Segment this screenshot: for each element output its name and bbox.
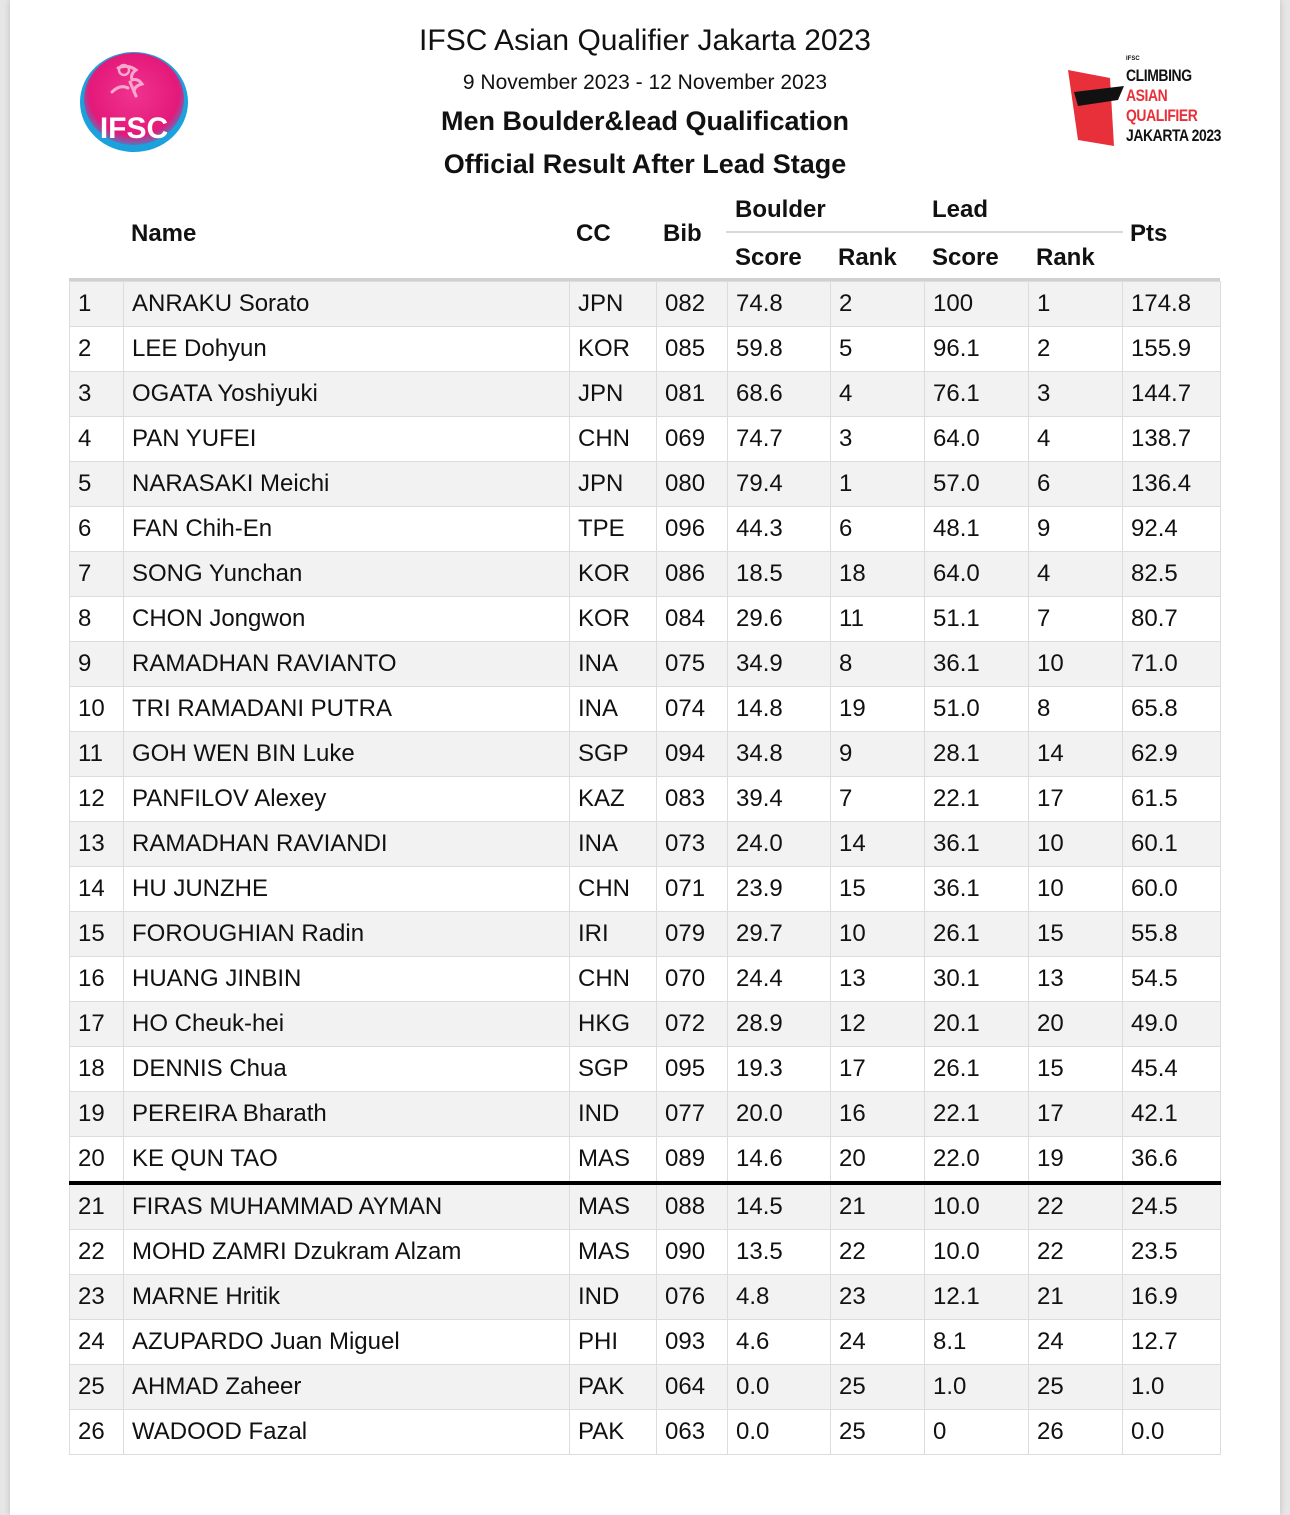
boulder-rank-cell: 6 xyxy=(831,507,925,552)
lead-rank-cell: 2 xyxy=(1029,327,1123,372)
table-row xyxy=(70,1183,1221,1230)
country-code-cell: IND xyxy=(570,1092,657,1137)
lead-score-cell: 12.1 xyxy=(925,1275,1029,1320)
lead-score-cell: 22.1 xyxy=(925,1092,1029,1137)
country-code-cell: PHI xyxy=(570,1320,657,1365)
name-cell: CHON Jongwon xyxy=(124,597,570,642)
boulder-score-cell: 74.8 xyxy=(728,282,831,327)
lead-score-cell: 10.0 xyxy=(925,1183,1029,1230)
name-cell: PANFILOV Alexey xyxy=(124,777,570,822)
table-row xyxy=(70,462,1221,507)
table-row xyxy=(70,1092,1221,1137)
event-logo-line-2: ASIAN xyxy=(1126,86,1168,105)
event-logo-ifsc-small: IFSC xyxy=(1126,56,1140,62)
name-cell: MOHD ZAMRI Dzukram Alzam xyxy=(124,1230,570,1275)
boulder-score-cell: 18.5 xyxy=(728,552,831,597)
table-row xyxy=(70,867,1221,912)
lead-rank-cell: 4 xyxy=(1029,552,1123,597)
lead-rank-cell: 26 xyxy=(1029,1410,1123,1455)
name-cell: LEE Dohyun xyxy=(124,327,570,372)
lead-rank-cell: 1 xyxy=(1029,282,1123,327)
lead-rank-cell: 17 xyxy=(1029,777,1123,822)
rank-cell: 19 xyxy=(70,1092,124,1137)
points-cell: 61.5 xyxy=(1123,777,1221,822)
lead-score-cell: 30.1 xyxy=(925,957,1029,1002)
points-cell: 92.4 xyxy=(1123,507,1221,552)
lead-score-cell: 100 xyxy=(925,282,1029,327)
bib-cell: 081 xyxy=(657,372,728,417)
rank-cell: 21 xyxy=(70,1183,124,1230)
bib-cell: 093 xyxy=(657,1320,728,1365)
lead-score-cell: 36.1 xyxy=(925,867,1029,912)
name-cell: HU JUNZHE xyxy=(124,867,570,912)
bib-cell: 077 xyxy=(657,1092,728,1137)
points-cell: 174.8 xyxy=(1123,282,1221,327)
rank-cell: 12 xyxy=(70,777,124,822)
col-header-name: Name xyxy=(131,220,197,247)
lead-score-cell: 28.1 xyxy=(925,732,1029,777)
points-cell: 12.7 xyxy=(1123,1320,1221,1365)
points-cell: 138.7 xyxy=(1123,417,1221,462)
table-row xyxy=(70,552,1221,597)
lead-rank-cell: 7 xyxy=(1029,597,1123,642)
bib-cell: 086 xyxy=(657,552,728,597)
name-cell: GOH WEN BIN Luke xyxy=(124,732,570,777)
country-code-cell: JPN xyxy=(570,372,657,417)
boulder-rank-cell: 11 xyxy=(831,597,925,642)
country-code-cell: MAS xyxy=(570,1137,657,1184)
lead-score-cell: 0 xyxy=(925,1410,1029,1455)
table-row xyxy=(70,1320,1221,1365)
lead-rank-cell: 20 xyxy=(1029,1002,1123,1047)
bib-cell: 090 xyxy=(657,1230,728,1275)
boulder-score-cell: 0.0 xyxy=(728,1410,831,1455)
name-cell: MARNE Hritik xyxy=(124,1275,570,1320)
lead-rank-cell: 14 xyxy=(1029,732,1123,777)
table-row xyxy=(70,822,1221,867)
table-row xyxy=(70,1047,1221,1092)
name-cell: SONG Yunchan xyxy=(124,552,570,597)
lead-rank-cell: 22 xyxy=(1029,1230,1123,1275)
name-cell: KE QUN TAO xyxy=(124,1137,570,1184)
lead-score-cell: 96.1 xyxy=(925,327,1029,372)
points-cell: 0.0 xyxy=(1123,1410,1221,1455)
ifsc-logo xyxy=(78,52,190,152)
boulder-rank-cell: 3 xyxy=(831,417,925,462)
result-status: Official Result After Lead Stage xyxy=(443,149,847,179)
boulder-score-cell: 29.6 xyxy=(728,597,831,642)
bib-cell: 073 xyxy=(657,822,728,867)
country-code-cell: KOR xyxy=(570,552,657,597)
lead-rank-cell: 22 xyxy=(1029,1183,1123,1230)
col-header-boulder-rank: Rank xyxy=(838,244,897,271)
lead-score-cell: 57.0 xyxy=(925,462,1029,507)
lead-rank-cell: 9 xyxy=(1029,507,1123,552)
table-row xyxy=(70,1410,1221,1455)
table-row xyxy=(70,957,1221,1002)
points-cell: 16.9 xyxy=(1123,1275,1221,1320)
bib-cell: 076 xyxy=(657,1275,728,1320)
boulder-score-cell: 24.4 xyxy=(728,957,831,1002)
boulder-rank-cell: 12 xyxy=(831,1002,925,1047)
points-cell: 49.0 xyxy=(1123,1002,1221,1047)
table-row xyxy=(70,732,1221,777)
name-cell: PAN YUFEI xyxy=(124,417,570,462)
results-table xyxy=(69,281,1221,1455)
rank-cell: 4 xyxy=(70,417,124,462)
points-cell: 55.8 xyxy=(1123,912,1221,957)
lead-score-cell: 76.1 xyxy=(925,372,1029,417)
col-header-boulder: Boulder xyxy=(735,196,826,223)
bib-cell: 072 xyxy=(657,1002,728,1047)
col-header-pts: Pts xyxy=(1130,220,1168,247)
table-row xyxy=(70,1137,1221,1184)
table-row xyxy=(70,372,1221,417)
rank-cell: 9 xyxy=(70,642,124,687)
boulder-rank-cell: 16 xyxy=(831,1092,925,1137)
bib-cell: 074 xyxy=(657,687,728,732)
boulder-score-cell: 28.9 xyxy=(728,1002,831,1047)
points-cell: 54.5 xyxy=(1123,957,1221,1002)
name-cell: HO Cheuk-hei xyxy=(124,1002,570,1047)
event-title: IFSC Asian Qualifier Jakarta 2023 xyxy=(419,24,871,57)
rank-cell: 8 xyxy=(70,597,124,642)
rank-cell: 18 xyxy=(70,1047,124,1092)
boulder-score-cell: 44.3 xyxy=(728,507,831,552)
event-logo-line-4: JAKARTA 2023 xyxy=(1126,126,1222,145)
lead-rank-cell: 15 xyxy=(1029,912,1123,957)
points-cell: 1.0 xyxy=(1123,1365,1221,1410)
lead-score-cell: 10.0 xyxy=(925,1230,1029,1275)
boulder-score-cell: 23.9 xyxy=(728,867,831,912)
col-header-lead: Lead xyxy=(932,196,989,223)
bib-cell: 083 xyxy=(657,777,728,822)
boulder-score-cell: 39.4 xyxy=(728,777,831,822)
points-cell: 24.5 xyxy=(1123,1183,1221,1230)
name-cell: ANRAKU Sorato xyxy=(124,282,570,327)
boulder-score-cell: 79.4 xyxy=(728,462,831,507)
points-cell: 65.8 xyxy=(1123,687,1221,732)
boulder-rank-cell: 2 xyxy=(831,282,925,327)
points-cell: 60.1 xyxy=(1123,822,1221,867)
bib-cell: 069 xyxy=(657,417,728,462)
boulder-rank-cell: 5 xyxy=(831,327,925,372)
col-header-bib: Bib xyxy=(663,220,702,247)
country-code-cell: HKG xyxy=(570,1002,657,1047)
lead-rank-cell: 19 xyxy=(1029,1137,1123,1184)
rank-cell: 16 xyxy=(70,957,124,1002)
lead-rank-cell: 21 xyxy=(1029,1275,1123,1320)
bib-cell: 079 xyxy=(657,912,728,957)
boulder-score-cell: 14.5 xyxy=(728,1183,831,1230)
rank-cell: 26 xyxy=(70,1410,124,1455)
name-cell: FAN Chih-En xyxy=(124,507,570,552)
bib-cell: 080 xyxy=(657,462,728,507)
rank-cell: 14 xyxy=(70,867,124,912)
boulder-rank-cell: 20 xyxy=(831,1137,925,1184)
country-code-cell: JPN xyxy=(570,282,657,327)
boulder-score-cell: 34.9 xyxy=(728,642,831,687)
rank-cell: 24 xyxy=(70,1320,124,1365)
boulder-rank-cell: 14 xyxy=(831,822,925,867)
boulder-score-cell: 74.7 xyxy=(728,417,831,462)
boulder-score-cell: 29.7 xyxy=(728,912,831,957)
rank-cell: 13 xyxy=(70,822,124,867)
lead-score-cell: 64.0 xyxy=(925,552,1029,597)
lead-score-cell: 36.1 xyxy=(925,642,1029,687)
col-header-lead-rank: Rank xyxy=(1036,244,1095,271)
country-code-cell: KOR xyxy=(570,597,657,642)
points-cell: 71.0 xyxy=(1123,642,1221,687)
table-row xyxy=(70,507,1221,552)
name-cell: FOROUGHIAN Radin xyxy=(124,912,570,957)
country-code-cell: JPN xyxy=(570,462,657,507)
points-cell: 23.5 xyxy=(1123,1230,1221,1275)
name-cell: FIRAS MUHAMMAD AYMAN xyxy=(124,1183,570,1230)
boulder-rank-cell: 25 xyxy=(831,1410,925,1455)
bib-cell: 088 xyxy=(657,1183,728,1230)
table-row xyxy=(70,1275,1221,1320)
rank-cell: 10 xyxy=(70,687,124,732)
lead-rank-cell: 10 xyxy=(1029,822,1123,867)
country-code-cell: PAK xyxy=(570,1410,657,1455)
table-row xyxy=(70,417,1221,462)
points-cell: 82.5 xyxy=(1123,552,1221,597)
rank-cell: 22 xyxy=(70,1230,124,1275)
rank-cell: 23 xyxy=(70,1275,124,1320)
lead-score-cell: 8.1 xyxy=(925,1320,1029,1365)
lead-rank-cell: 4 xyxy=(1029,417,1123,462)
boulder-score-cell: 14.8 xyxy=(728,687,831,732)
country-code-cell: SGP xyxy=(570,1047,657,1092)
lead-score-cell: 36.1 xyxy=(925,822,1029,867)
points-cell: 155.9 xyxy=(1123,327,1221,372)
points-cell: 144.7 xyxy=(1123,372,1221,417)
bib-cell: 089 xyxy=(657,1137,728,1184)
boulder-rank-cell: 9 xyxy=(831,732,925,777)
boulder-rank-cell: 13 xyxy=(831,957,925,1002)
name-cell: DENNIS Chua xyxy=(124,1047,570,1092)
points-cell: 45.4 xyxy=(1123,1047,1221,1092)
lead-score-cell: 22.0 xyxy=(925,1137,1029,1184)
lead-score-cell: 26.1 xyxy=(925,1047,1029,1092)
table-row xyxy=(70,687,1221,732)
table-row xyxy=(70,282,1221,327)
points-cell: 42.1 xyxy=(1123,1092,1221,1137)
bib-cell: 064 xyxy=(657,1365,728,1410)
boulder-rank-cell: 1 xyxy=(831,462,925,507)
bib-cell: 082 xyxy=(657,282,728,327)
points-cell: 62.9 xyxy=(1123,732,1221,777)
lead-rank-cell: 6 xyxy=(1029,462,1123,507)
event-dates: 9 November 2023 - 12 November 2023 xyxy=(462,71,828,94)
boulder-score-cell: 24.0 xyxy=(728,822,831,867)
event-logo xyxy=(1064,52,1234,152)
points-cell: 136.4 xyxy=(1123,462,1221,507)
rank-cell: 17 xyxy=(70,1002,124,1047)
points-cell: 36.6 xyxy=(1123,1137,1221,1184)
boulder-score-cell: 68.6 xyxy=(728,372,831,417)
country-code-cell: PAK xyxy=(570,1365,657,1410)
rank-cell: 1 xyxy=(70,282,124,327)
lead-score-cell: 1.0 xyxy=(925,1365,1029,1410)
boulder-rank-cell: 18 xyxy=(831,552,925,597)
results-document xyxy=(10,0,1280,1515)
country-code-cell: INA xyxy=(570,822,657,867)
boulder-rank-cell: 15 xyxy=(831,867,925,912)
bib-cell: 096 xyxy=(657,507,728,552)
table-row xyxy=(70,1230,1221,1275)
rank-cell: 20 xyxy=(70,1137,124,1184)
lead-rank-cell: 10 xyxy=(1029,642,1123,687)
rank-cell: 15 xyxy=(70,912,124,957)
lead-score-cell: 51.1 xyxy=(925,597,1029,642)
boulder-rank-cell: 19 xyxy=(831,687,925,732)
boulder-score-cell: 34.8 xyxy=(728,732,831,777)
col-header-cc: CC xyxy=(576,220,611,247)
boulder-rank-cell: 7 xyxy=(831,777,925,822)
country-code-cell: KOR xyxy=(570,327,657,372)
country-code-cell: INA xyxy=(570,687,657,732)
bib-cell: 063 xyxy=(657,1410,728,1455)
lead-rank-cell: 3 xyxy=(1029,372,1123,417)
lead-rank-cell: 15 xyxy=(1029,1047,1123,1092)
lead-rank-cell: 25 xyxy=(1029,1365,1123,1410)
table-row xyxy=(70,597,1221,642)
lead-rank-cell: 17 xyxy=(1029,1092,1123,1137)
name-cell: AZUPARDO Juan Miguel xyxy=(124,1320,570,1365)
group-header-divider xyxy=(726,231,1123,233)
boulder-score-cell: 19.3 xyxy=(728,1047,831,1092)
lead-score-cell: 64.0 xyxy=(925,417,1029,462)
col-header-lead-score: Score xyxy=(932,244,999,271)
points-cell: 60.0 xyxy=(1123,867,1221,912)
bib-cell: 070 xyxy=(657,957,728,1002)
name-cell: RAMADHAN RAVIANTO xyxy=(124,642,570,687)
table-row xyxy=(70,1365,1221,1410)
table-row xyxy=(70,777,1221,822)
boulder-score-cell: 20.0 xyxy=(728,1092,831,1137)
name-cell: PEREIRA Bharath xyxy=(124,1092,570,1137)
boulder-score-cell: 4.6 xyxy=(728,1320,831,1365)
country-code-cell: CHN xyxy=(570,867,657,912)
lead-rank-cell: 8 xyxy=(1029,687,1123,732)
points-cell: 80.7 xyxy=(1123,597,1221,642)
bib-cell: 095 xyxy=(657,1047,728,1092)
boulder-rank-cell: 25 xyxy=(831,1365,925,1410)
rank-cell: 25 xyxy=(70,1365,124,1410)
lead-rank-cell: 24 xyxy=(1029,1320,1123,1365)
country-code-cell: IRI xyxy=(570,912,657,957)
rank-cell: 2 xyxy=(70,327,124,372)
lead-score-cell: 20.1 xyxy=(925,1002,1029,1047)
lead-score-cell: 51.0 xyxy=(925,687,1029,732)
name-cell: NARASAKI Meichi xyxy=(124,462,570,507)
name-cell: TRI RAMADANI PUTRA xyxy=(124,687,570,732)
rank-cell: 7 xyxy=(70,552,124,597)
boulder-rank-cell: 10 xyxy=(831,912,925,957)
name-cell: AHMAD Zaheer xyxy=(124,1365,570,1410)
lead-score-cell: 26.1 xyxy=(925,912,1029,957)
country-code-cell: CHN xyxy=(570,957,657,1002)
country-code-cell: SGP xyxy=(570,732,657,777)
boulder-rank-cell: 21 xyxy=(831,1183,925,1230)
country-code-cell: MAS xyxy=(570,1230,657,1275)
rank-cell: 5 xyxy=(70,462,124,507)
table-row xyxy=(70,642,1221,687)
lead-rank-cell: 10 xyxy=(1029,867,1123,912)
name-cell: HUANG JINBIN xyxy=(124,957,570,1002)
boulder-rank-cell: 24 xyxy=(831,1320,925,1365)
rank-cell: 3 xyxy=(70,372,124,417)
col-header-boulder-score: Score xyxy=(735,244,802,271)
bib-cell: 075 xyxy=(657,642,728,687)
name-cell: WADOOD Fazal xyxy=(124,1410,570,1455)
country-code-cell: KAZ xyxy=(570,777,657,822)
table-row xyxy=(70,1002,1221,1047)
boulder-score-cell: 13.5 xyxy=(728,1230,831,1275)
name-cell: RAMADHAN RAVIANDI xyxy=(124,822,570,867)
boulder-score-cell: 14.6 xyxy=(728,1137,831,1184)
boulder-rank-cell: 4 xyxy=(831,372,925,417)
boulder-rank-cell: 22 xyxy=(831,1230,925,1275)
lead-rank-cell: 13 xyxy=(1029,957,1123,1002)
boulder-score-cell: 0.0 xyxy=(728,1365,831,1410)
table-row xyxy=(70,327,1221,372)
bib-cell: 071 xyxy=(657,867,728,912)
lead-score-cell: 48.1 xyxy=(925,507,1029,552)
bib-cell: 094 xyxy=(657,732,728,777)
bib-cell: 084 xyxy=(657,597,728,642)
country-code-cell: INA xyxy=(570,642,657,687)
event-logo-line-1: CLIMBING xyxy=(1126,66,1192,85)
boulder-rank-cell: 17 xyxy=(831,1047,925,1092)
rank-cell: 11 xyxy=(70,732,124,777)
boulder-rank-cell: 8 xyxy=(831,642,925,687)
results-body xyxy=(70,282,1221,1455)
lead-score-cell: 22.1 xyxy=(925,777,1029,822)
country-code-cell: TPE xyxy=(570,507,657,552)
name-cell: OGATA Yoshiyuki xyxy=(124,372,570,417)
country-code-cell: CHN xyxy=(570,417,657,462)
event-logo-line-3: QUALIFIER xyxy=(1126,106,1198,125)
boulder-rank-cell: 23 xyxy=(831,1275,925,1320)
rank-cell: 6 xyxy=(70,507,124,552)
bib-cell: 085 xyxy=(657,327,728,372)
country-code-cell: IND xyxy=(570,1275,657,1320)
country-code-cell: MAS xyxy=(570,1183,657,1230)
boulder-score-cell: 4.8 xyxy=(728,1275,831,1320)
ifsc-logo-text: IFSC xyxy=(99,112,169,145)
category-title: Men Boulder&lead Qualification xyxy=(440,106,850,136)
boulder-score-cell: 59.8 xyxy=(728,327,831,372)
table-row xyxy=(70,912,1221,957)
